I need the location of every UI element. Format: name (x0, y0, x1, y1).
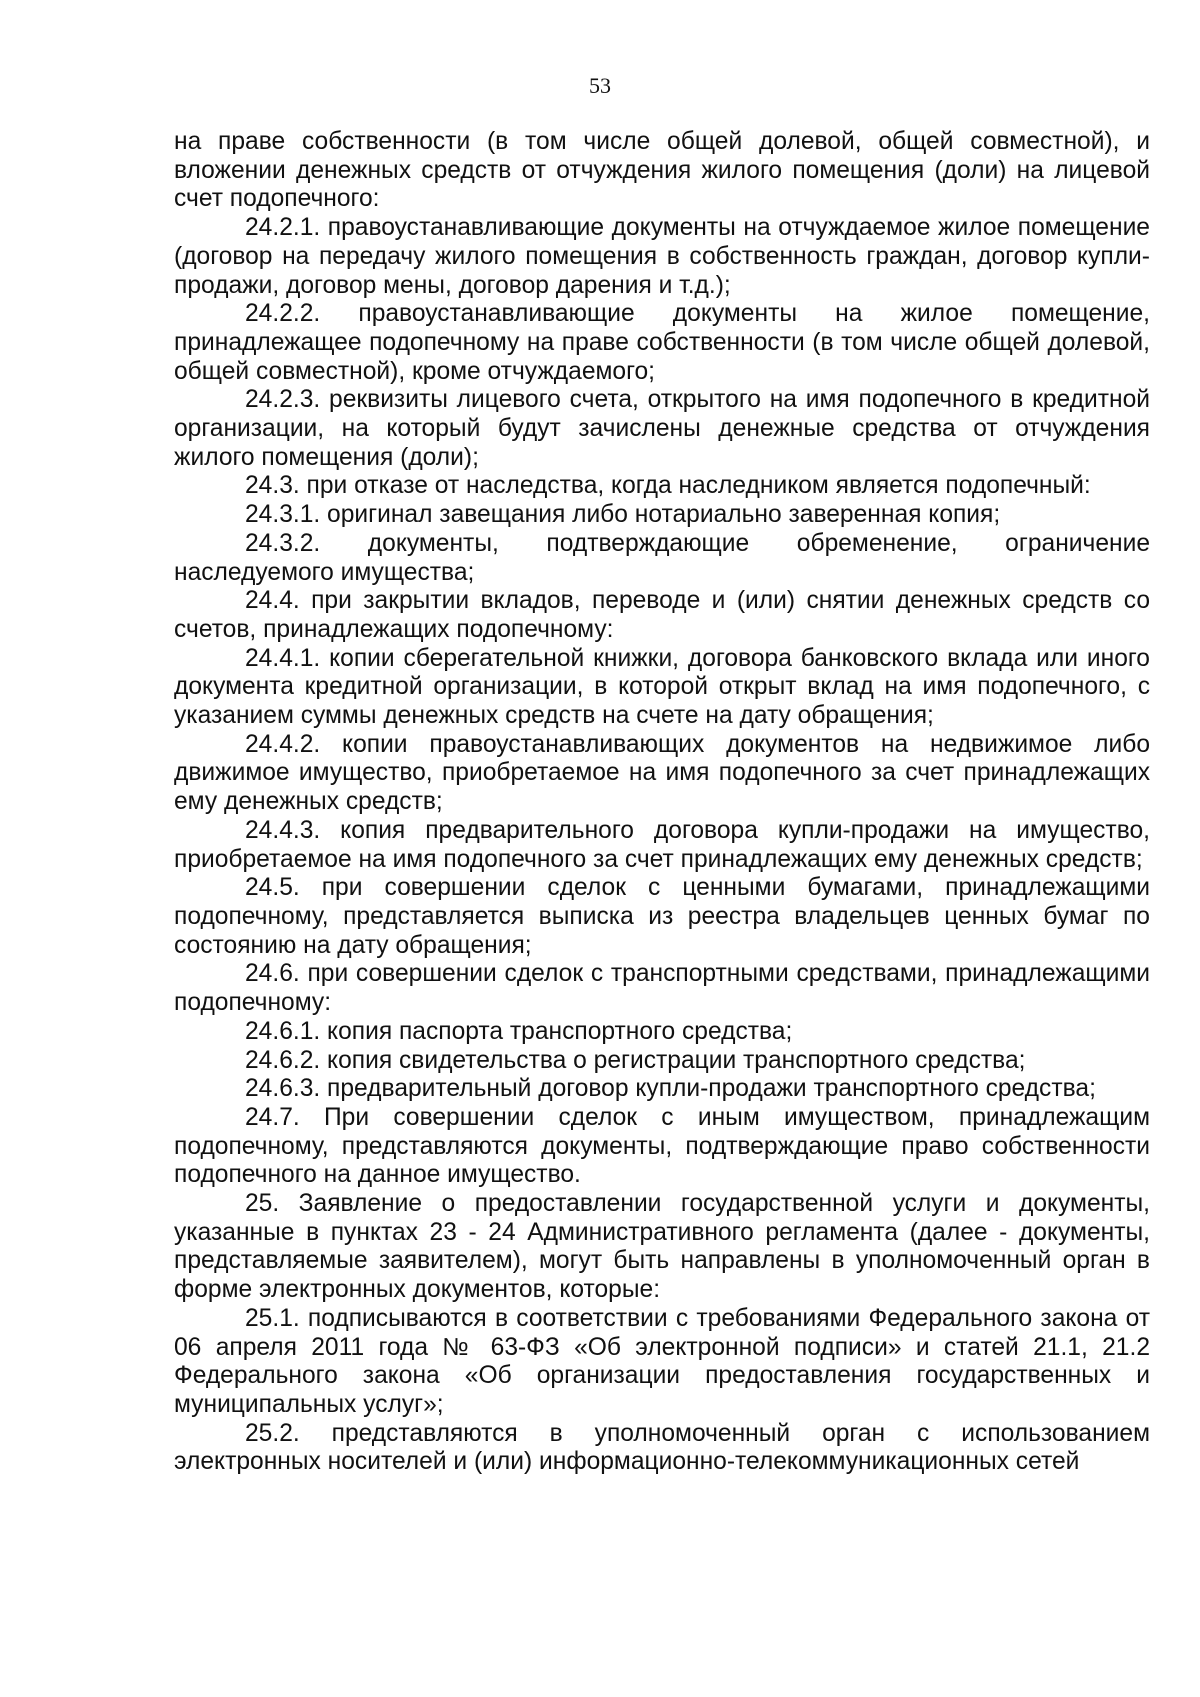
paragraph-24-6-2: 24.6.2. копия свидетельства о регистрации транспортного средства; (245, 1046, 1026, 1074)
paragraph-24-2-3: 24.2.3. реквизиты лицевого счета, открытого на имя подопечного в кредитной организации, на который будут зачислены денежные средства от отчуждения жилого помещения (доли); (174, 386, 1150, 471)
paragraph-25: 25. Заявление о предоставлении государственной услуги и документы, указанные в пунктах 23 - 24 Административного регламента (далее - документы, представляемые заявителем), могут быть направлены в уполномоченный орган в форме электронных документов, которые: (174, 1190, 1150, 1304)
paragraph-24-7: 24.7. При совершении сделок с иным имуществом, принадлежащим подопечному, представляются документы, подтверждающие право собственности подопечного на данное имущество. (174, 1103, 1150, 1189)
paragraph-24-2-2: 24.2.2. правоустанавливающие документы на жилое помещение, принадлежащее подопечному на праве собственности (в том числе общей долевой, общей совместной), кроме отчуждаемого; (174, 300, 1150, 385)
paragraph-24-3-1: 24.3.1. оригинал завещания либо нотариально заверенная копия; (245, 501, 1001, 529)
page-number: 53 (589, 73, 611, 98)
paragraph-24-2-1: 24.2.1. правоустанавливающие документы на отчуждаемое жилое помещение (договор на передачу жилого помещения в собственность граждан, договор купли-продажи, договор мены, договор дарения и т.д.); (174, 214, 1150, 299)
paragraph-24-3: 24.3. при отказе от наследства, когда наследником является подопечный: (245, 472, 1091, 500)
paragraph-continuation: на праве собственности (в том числе общей долевой, общей совместной), и вложении денежных средств от отчуждения жилого помещения (доли) на лицевой счет подопечного: (174, 128, 1150, 213)
paragraph-24-6: 24.6. при совершении сделок с транспортными средствами, принадлежащими подопечному: (174, 960, 1150, 1017)
paragraph-24-3-2: 24.3.2. документы, подтверждающие обременение, ограничение наследуемого имущества; (174, 529, 1150, 586)
paragraph-24-4-2: 24.4.2. копии правоустанавливающих документов на недвижимое либо движимое имущество, приобретаемое на имя подопечного за счет принадлежащих ему денежных средств; (174, 730, 1150, 816)
paragraph-25-2: 25.2. представляются в уполномоченный орган с использованием электронных носителей и (или) информационно-телекоммуникационных сетей (174, 1419, 1150, 1476)
paragraph-24-5: 24.5. при совершении сделок с ценными бумагами, принадлежащими подопечному, представляется выписка из реестра владельцев ценных бумаг по состоянию на дату обращения; (174, 874, 1150, 959)
paragraph-24-6-1: 24.6.1. копия паспорта транспортного средства; (245, 1017, 793, 1045)
paragraph-24-4-3: 24.4.3. копия предварительного договора купли-продажи на имущество, приобретаемое на имя подопечного за счет принадлежащих ему денежных средств; (174, 816, 1150, 873)
paragraph-24-4-1: 24.4.1. копии сберегательной книжки, договора банковского вклада или иного документа кредитной организации, в которой открыт вклад на имя подопечного, с указанием суммы денежных средств на счете на дату обращения; (174, 644, 1150, 730)
document-body (174, 128, 1150, 1477)
paragraph-24-4: 24.4. при закрытии вкладов, переводе и (или) снятии денежных средств со счетов, принадлежащих подопечному: (174, 587, 1150, 643)
paragraph-25-1: 25.1. подписываются в соответствии с требованиями Федерального закона от 06 апреля 2011 года № 63-ФЗ «Об электронной подписи» и статей 21.1, 21.2 Федерального закона «Об организации предоставления государственных и муниципальных услуг»; (174, 1304, 1150, 1418)
paragraph-24-6-3: 24.6.3. предварительный договор купли-продажи транспортного средства; (245, 1075, 1096, 1103)
